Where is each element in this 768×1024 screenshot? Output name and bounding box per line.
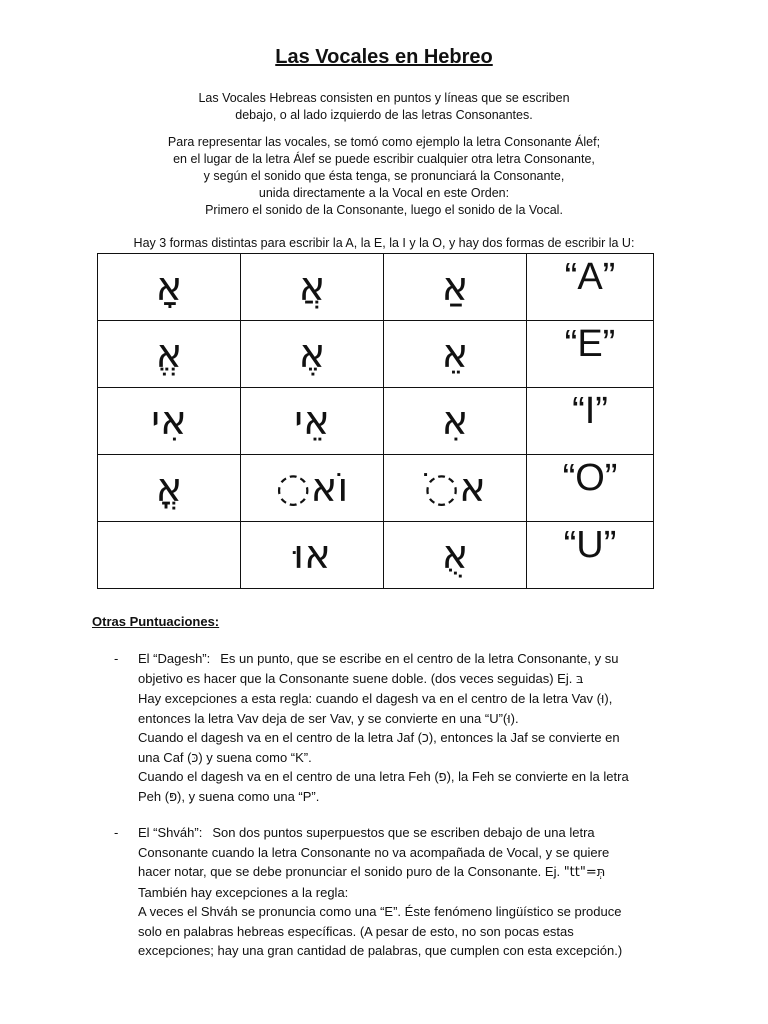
vowel-form: אֶ — [298, 331, 326, 377]
vowel-label: “O” — [562, 457, 618, 499]
vowel-label-cell — [527, 321, 654, 388]
shvah-term: El “Shváh”: — [138, 825, 203, 840]
shvah-line: También hay excepciones a la regla: — [138, 884, 349, 900]
shvah-line: Consonante cuando la letra Consonante no va acompañada de Vocal, y se quiere — [138, 844, 610, 860]
section-heading: Otras Puntuaciones: — [92, 614, 220, 629]
vowel-row-i — [98, 388, 654, 455]
dagesh-line: entonces la letra Vav deja de ser Vav, y se convierte en una “U”(וּ). — [138, 710, 519, 726]
vowel-form: ◌וֹא — [275, 465, 349, 511]
intro-line: y según el sonido que ésta tenga, se pronunciará la Consonante, — [203, 169, 565, 183]
vowel-form: אֵ — [441, 331, 469, 377]
vowel-label: “E” — [564, 323, 616, 365]
page-title: Las Vocales en Hebreo — [275, 46, 493, 68]
intro-line: Para representar las vocales, se tomó como ejemplo la letra Consonante Álef; — [167, 135, 601, 149]
vowel-form: אֱ — [155, 331, 183, 377]
shvah-text: hacer notar, que se debe pronunciar el sonido puro de la Consonante. Ej. — [138, 864, 564, 879]
shvah-line — [138, 823, 683, 843]
vowel-form: אַ — [441, 264, 469, 310]
vowel-form: ◌ֹא — [424, 465, 486, 511]
vowel-table — [97, 253, 654, 589]
vowel-form-cell — [98, 455, 241, 522]
dagesh-line — [138, 669, 683, 690]
vowel-form-cell — [241, 522, 384, 589]
intro-line: unida directamente a la Vocal en este Orden: — [258, 186, 510, 200]
vowel-form-cell — [241, 321, 384, 388]
vowel-form: אֲ — [298, 264, 326, 310]
vowel-form: אִ — [441, 398, 469, 444]
vowel-form-cell — [384, 254, 527, 321]
vowel-label-cell — [527, 455, 654, 522]
vowel-form-cell — [384, 321, 527, 388]
intro-line: debajo, o al lado izquierdo de las letras Consonantes. — [235, 108, 533, 122]
intro-text — [0, 90, 768, 219]
dagesh-line: Hay excepciones a esta regla: cuando el dagesh va en el centro de la letra Vav (וּ), — [138, 691, 613, 706]
vowel-label: “A” — [564, 256, 616, 298]
dagesh-line: una Caf (כּ) y suena como “K”. — [138, 749, 312, 765]
vowel-row-o — [98, 455, 654, 522]
vowel-form-cell — [241, 254, 384, 321]
vowel-form: אֻ — [441, 532, 469, 578]
intro-line: en el lugar de la letra Álef se puede escribir cualquier otra letra Consonante, — [173, 152, 595, 166]
vowel-form-cell — [384, 522, 527, 589]
forms-note: Hay 3 formas distintas para escribir la A, la E, la I y la O, y hay dos formas de escribir la U: — [133, 236, 635, 250]
intro-line: Las Vocales Hebreas consisten en puntos y líneas que se escriben — [198, 91, 570, 105]
dagesh-line: Cuando el dagesh va en el centro de la letra Jaf (כ), entonces la Jaf se convierte en — [138, 730, 620, 745]
shvah-line: excepciones; hay una gran cantidad de palabras, que cumplen con esta excepción.) — [138, 943, 623, 958]
vowel-row-a — [98, 254, 654, 321]
vowel-form-cell — [384, 455, 527, 522]
bullet-dash: - — [114, 825, 119, 840]
vowel-form-cell — [98, 522, 241, 589]
shvah-item — [114, 823, 683, 961]
vowel-form: אֳ — [155, 465, 183, 511]
vowel-row-e — [98, 321, 654, 388]
dagesh-item — [114, 649, 683, 806]
dagesh-text: objetivo es hacer que la Consonante suene doble. (dos veces seguidas) Ej. — [138, 670, 576, 686]
vowel-form-cell — [241, 388, 384, 455]
vowel-form-cell — [98, 321, 241, 388]
dagesh-line: Cuando el dagesh va en el centro de una letra Feh (פ), la Feh se convierte en la letra — [138, 769, 629, 784]
vowel-form-cell — [384, 388, 527, 455]
vowel-label-cell — [527, 254, 654, 321]
vowel-form: אוּ — [293, 532, 331, 578]
shvah-line — [138, 862, 683, 883]
vowel-form: אֵי — [294, 398, 330, 444]
vowel-row-u — [98, 522, 654, 589]
vowel-label: “I” — [572, 390, 608, 432]
dagesh-text: Es un punto, que se escribe en el centro de la letra Consonante, y su — [220, 651, 619, 666]
vowel-form: אָ — [155, 264, 183, 310]
shvah-line: solo en palabras hebreas específicas. (A pesar de esto, no son pocas estas — [138, 923, 574, 939]
dagesh-term: El “Dagesh”: — [138, 651, 211, 666]
dagesh-line — [138, 649, 683, 669]
bullet-dash: - — [114, 651, 119, 666]
vowel-form: אִי — [151, 398, 187, 444]
vowel-form-cell — [98, 388, 241, 455]
vowel-form-cell — [98, 254, 241, 321]
vowel-label-cell — [527, 388, 654, 455]
dagesh-example: בּ — [575, 671, 584, 687]
dagesh-line: Peh (פּ), y suena como una “P”. — [138, 788, 320, 804]
shvah-text: Son dos puntos superpuestos que se escriben debajo de una letra — [212, 825, 595, 840]
shvah-example: "tt"=תְּ — [563, 865, 606, 880]
vowel-label: “U” — [563, 524, 617, 566]
intro-line: Primero el sonido de la Consonante, luego el sonido de la Vocal. — [205, 203, 563, 217]
vowel-form-cell — [241, 455, 384, 522]
shvah-line: A veces el Shváh se pronuncia como una “E”. Éste fenómeno lingüístico se produce — [138, 904, 622, 919]
vowel-label-cell — [527, 522, 654, 589]
